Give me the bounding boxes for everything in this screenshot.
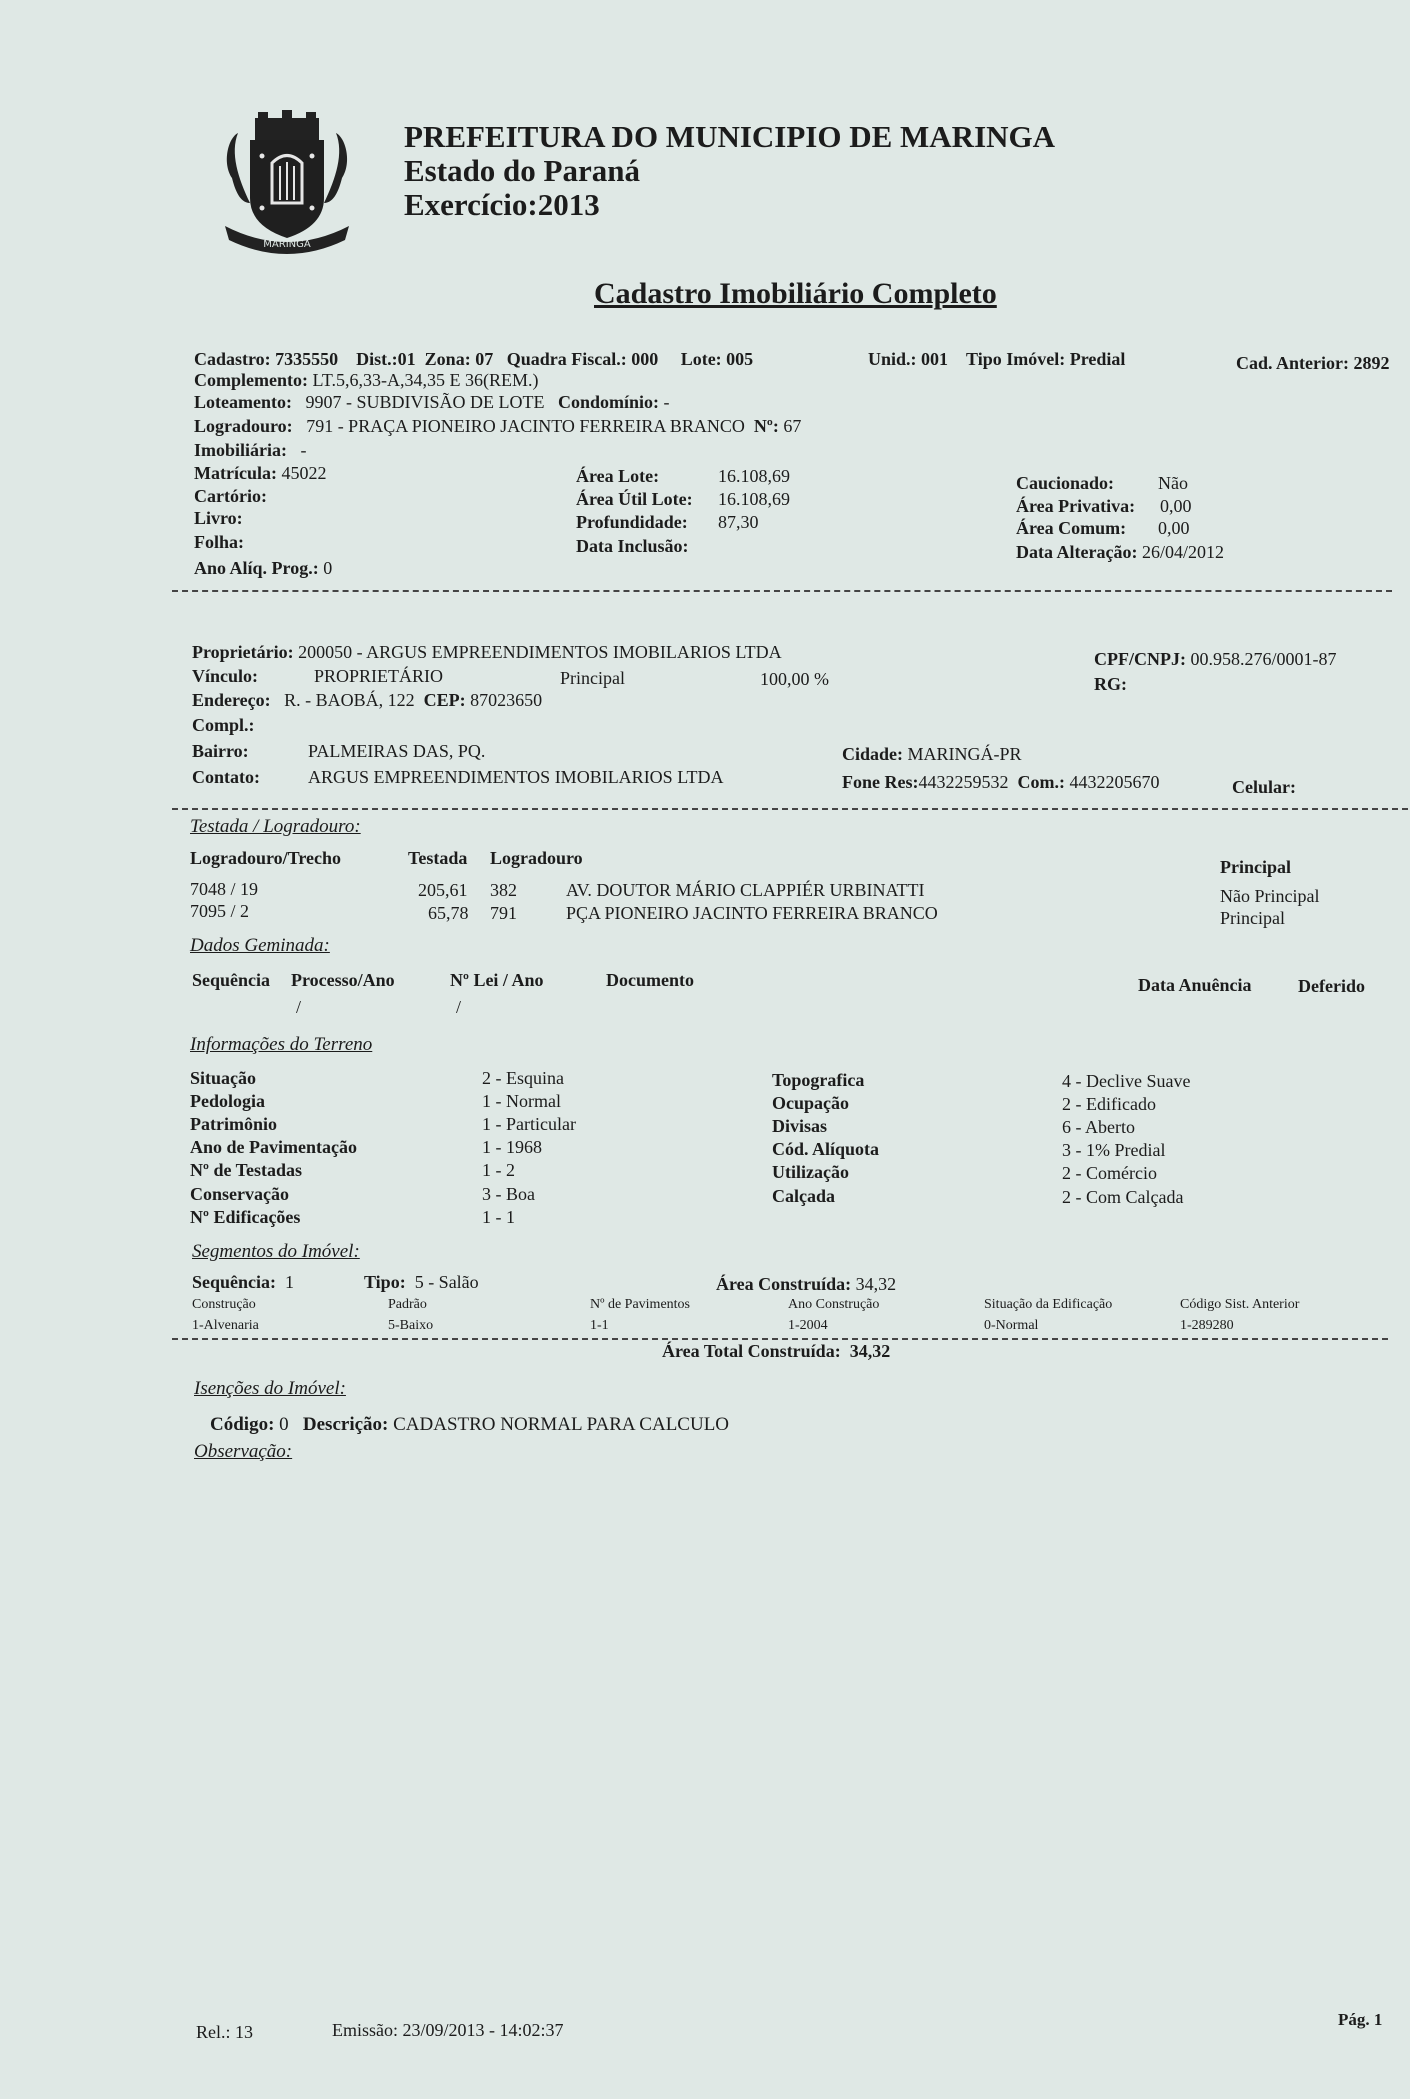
- terreno-value: 3 - Boa: [482, 1184, 535, 1204]
- segmento-col-situacao: Situação da Edificação: [984, 1297, 1113, 1312]
- contato-value: ARGUS EMPREENDIMENTOS IMOBILARIOS LTDA: [308, 767, 724, 787]
- divider: [172, 1338, 1388, 1340]
- cartorio-label: Cartório:: [194, 486, 267, 506]
- segmento-tipo-field: Tipo: 5 - Salão: [364, 1272, 479, 1292]
- caucionado-label: Caucionado:: [1016, 473, 1115, 493]
- terreno-label: Divisas: [772, 1116, 828, 1136]
- table-row-testada: 205,61: [418, 880, 468, 900]
- testada-col-principal: Principal: [1220, 857, 1291, 877]
- celular-label: Celular:: [1232, 777, 1296, 797]
- header-state: Estado do Paraná: [404, 153, 640, 188]
- vinculo-pct: 100,00 %: [760, 669, 829, 689]
- terreno-label: Ano de Pavimentação: [190, 1137, 357, 1157]
- table-row-codigo: 382: [490, 880, 517, 900]
- loteamento-field: Loteamento: 9907 - SUBDIVISÃO DE LOTE Condomínio: -: [194, 392, 670, 412]
- area-util-label: Área Útil Lote:: [576, 489, 693, 509]
- terreno-value: 2 - Edificado: [1062, 1094, 1156, 1114]
- table-row-principal: Não Principal: [1220, 886, 1320, 906]
- matricula-field: Matrícula: 45022: [194, 463, 327, 483]
- unid-field: Unid.: 001 Tipo Imóvel: Predial: [868, 349, 1126, 369]
- terreno-section-title: Informações do Terreno: [190, 1034, 373, 1055]
- segmento-value-codigo: 1-289280: [1180, 1318, 1234, 1333]
- footer-emissao: Emissão: 23/09/2013 - 14:02:37: [332, 2020, 564, 2040]
- geminada-col-sequencia: Sequência: [192, 970, 271, 990]
- geminada-lei-value: /: [456, 997, 462, 1017]
- table-row-testada: 65,78: [428, 903, 469, 923]
- area-lote-label: Área Lote:: [576, 466, 660, 486]
- livro-label: Livro:: [194, 508, 243, 528]
- header-municipality: PREFEITURA DO MUNICIPIO DE MARINGA: [404, 119, 1056, 154]
- area-privativa-label: Área Privativa:: [1016, 496, 1136, 516]
- vinculo-label: Vínculo:: [192, 666, 259, 686]
- profundidade-label: Profundidade:: [576, 512, 688, 532]
- terreno-label: Utilização: [772, 1162, 849, 1182]
- folha-label: Folha:: [194, 532, 245, 552]
- header-exercicio: Exercício:2013: [404, 187, 600, 222]
- endereco-field: Endereço: R. - BAOBÁ, 122 CEP: 87023650: [192, 690, 543, 710]
- testada-section-title: Testada / Logradouro:: [190, 816, 361, 837]
- table-row-trecho: 7095 / 2: [190, 901, 250, 921]
- table-row-principal: Principal: [1220, 908, 1285, 928]
- segmento-value-situacao: 0-Normal: [984, 1318, 1039, 1333]
- area-comum-value: 0,00: [1158, 518, 1190, 538]
- terreno-label: Calçada: [772, 1186, 835, 1206]
- testada-col-testada: Testada: [408, 848, 468, 868]
- area-lote-value: 16.108,69: [718, 466, 790, 486]
- vinculo-value: PROPRIETÁRIO: [314, 666, 444, 686]
- vinculo-tipo: Principal: [560, 668, 625, 688]
- divider: [172, 590, 1392, 592]
- segmento-sequencia-field: Sequência: 1: [192, 1272, 295, 1292]
- segmento-value-pavimentos: 1-1: [590, 1318, 609, 1333]
- complemento-field: Complemento: LT.5,6,33-A,34,35 E 36(REM.): [194, 370, 539, 390]
- area-privativa-value: 0,00: [1160, 496, 1192, 516]
- contato-label: Contato:: [192, 767, 260, 787]
- area-comum-label: Área Comum:: [1016, 518, 1127, 538]
- data-alteracao-field: Data Alteração: 26/04/2012: [1016, 542, 1224, 562]
- testada-col-trecho: Logradouro/Trecho: [190, 848, 342, 868]
- bairro-value: PALMEIRAS DAS, PQ.: [308, 741, 486, 761]
- segmento-value-construcao: 1-Alvenaria: [192, 1318, 259, 1333]
- cadastro-row: Cadastro: 7335550 Dist.:01 Zona: 07 Quadra Fiscal.: 000 Lote: 005: [194, 349, 754, 369]
- geminada-processo-value: /: [296, 997, 302, 1017]
- terreno-value: 1 - 1: [482, 1207, 515, 1227]
- terreno-value: 1 - 2: [482, 1160, 515, 1180]
- terreno-value: 6 - Aberto: [1062, 1117, 1135, 1137]
- geminada-col-anuencia: Data Anuência: [1138, 975, 1252, 995]
- page-title: Cadastro Imobiliário Completo: [594, 277, 997, 310]
- table-row-logradouro: PÇA PIONEIRO JACINTO FERREIRA BRANCO: [566, 903, 938, 923]
- segmento-value-padrao: 5-Baixo: [388, 1318, 434, 1333]
- isencao-row: Código: 0 Descrição: CADASTRO NORMAL PARA CALCULO: [210, 1414, 730, 1435]
- terreno-label: Patrimônio: [190, 1114, 277, 1134]
- caucionado-value: Não: [1158, 473, 1188, 493]
- footer-rel: Rel.: 13: [196, 2022, 253, 2042]
- terreno-label: Nº de Testadas: [190, 1160, 302, 1180]
- segmento-col-ano: Ano Construção: [788, 1297, 880, 1312]
- testada-col-logradouro: Logradouro: [490, 848, 583, 868]
- footer-page-number: Pág. 1: [1338, 2010, 1383, 2029]
- terreno-value: 1 - 1968: [482, 1137, 542, 1157]
- segmentos-section-title: Segmentos do Imóvel:: [192, 1241, 360, 1262]
- terreno-value: 2 - Esquina: [482, 1068, 564, 1088]
- segmento-value-ano: 1-2004: [788, 1318, 828, 1333]
- cidade-field: Cidade: MARINGÁ-PR: [842, 744, 1022, 764]
- logradouro-field: Logradouro: 791 - PRAÇA PIONEIRO JACINTO FERREIRA BRANCO Nº: 67: [194, 416, 802, 436]
- profundidade-value: 87,30: [718, 512, 759, 532]
- isencoes-section-title: Isenções do Imóvel:: [194, 1378, 346, 1399]
- imobiliaria-field: Imobiliária: -: [194, 440, 307, 460]
- terreno-label: Cód. Alíquota: [772, 1139, 880, 1159]
- ano-aliq-field: Ano Alíq. Prog.: 0: [194, 558, 333, 578]
- proprietario-field: Proprietário: 200050 - ARGUS EMPREENDIMENTOS IMOBILARIOS LTDA: [192, 642, 782, 662]
- segmento-col-pavimentos: Nº de Pavimentos: [590, 1297, 690, 1312]
- geminada-col-documento: Documento: [606, 970, 694, 990]
- segmento-col-construcao: Construção: [192, 1297, 256, 1312]
- segmento-col-codigo: Código Sist. Anterior: [1180, 1297, 1300, 1312]
- table-row-codigo: 791: [490, 903, 517, 923]
- observacao-section-title: Observação:: [194, 1441, 293, 1462]
- geminada-col-deferido: Deferido: [1298, 976, 1365, 996]
- rg-label: RG:: [1094, 674, 1127, 694]
- terreno-value: 4 - Declive Suave: [1062, 1071, 1191, 1091]
- terreno-value: 1 - Normal: [482, 1091, 561, 1111]
- terreno-value: 1 - Particular: [482, 1114, 576, 1134]
- terreno-value: 2 - Com Calçada: [1062, 1187, 1184, 1207]
- svg-text:MARINGÁ: MARINGÁ: [263, 239, 311, 250]
- data-inclusao-label: Data Inclusão:: [576, 536, 689, 556]
- segmento-area-field: Área Construída: 34,32: [716, 1274, 897, 1294]
- table-row-trecho: 7048 / 19: [190, 879, 259, 899]
- divider: [172, 808, 1408, 810]
- terreno-label: Conservação: [190, 1184, 289, 1204]
- cad-anterior-field: Cad. Anterior: 2892: [1236, 353, 1390, 373]
- bairro-label: Bairro:: [192, 741, 249, 761]
- area-util-value: 16.108,69: [718, 489, 790, 509]
- terreno-label: Ocupação: [772, 1093, 850, 1113]
- table-row-logradouro: AV. DOUTOR MÁRIO CLAPPIÉR URBINATTI: [566, 880, 925, 900]
- segmento-col-padrao: Padrão: [388, 1297, 427, 1312]
- fone-field: Fone Res:4432259532 Com.: 4432205670: [842, 772, 1160, 792]
- compl-label: Compl.:: [192, 715, 255, 735]
- cpf-field: CPF/CNPJ: 00.958.276/0001-87: [1094, 649, 1337, 669]
- terreno-label: Topografica: [772, 1070, 865, 1090]
- terreno-label: Situação: [190, 1068, 257, 1088]
- geminada-col-processo: Processo/Ano: [291, 970, 395, 990]
- geminada-section-title: Dados Geminada:: [190, 935, 330, 956]
- terreno-label: Nº Edificações: [190, 1207, 301, 1227]
- municipal-crest-icon: [210, 108, 364, 258]
- geminada-col-lei: Nº Lei / Ano: [450, 970, 544, 990]
- area-total-field: Área Total Construída: 34,32: [662, 1341, 891, 1361]
- terreno-value: 2 - Comércio: [1062, 1163, 1157, 1183]
- terreno-label: Pedologia: [190, 1091, 265, 1111]
- terreno-value: 3 - 1% Predial: [1062, 1140, 1166, 1160]
